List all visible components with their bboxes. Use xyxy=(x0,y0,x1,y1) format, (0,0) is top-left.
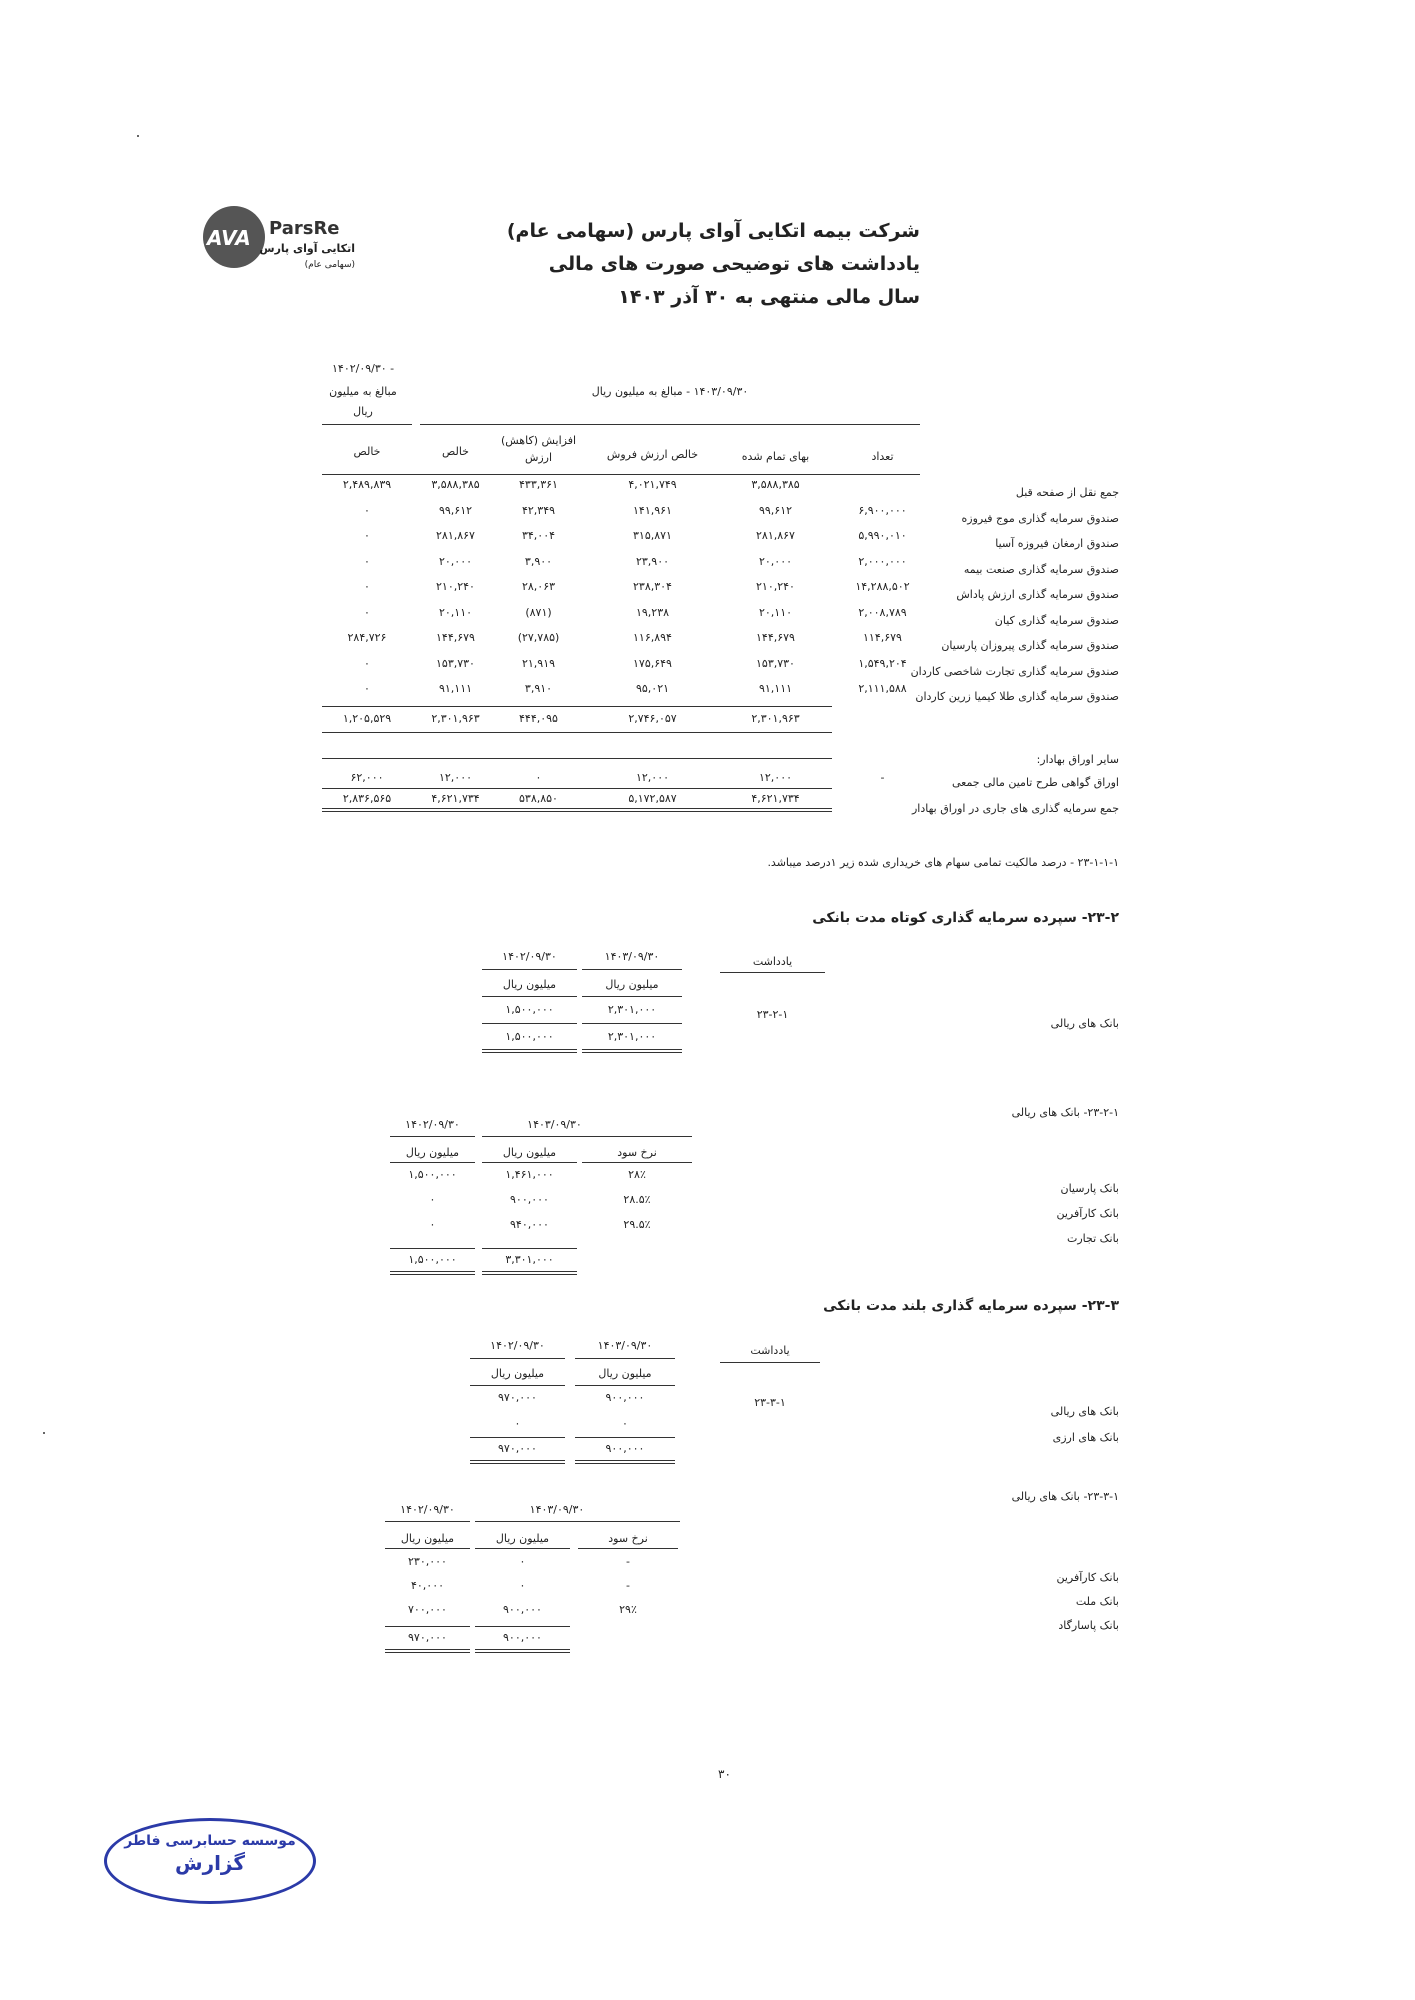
cell-count: ۱۱۴,۶۷۹ xyxy=(863,631,902,644)
sec3-1-title: ۲۳-۳-۱- بانک های ریالی xyxy=(1011,1490,1119,1503)
prev-cell: ۰ xyxy=(429,1193,436,1206)
col-net-sale: خالص ارزش فروش xyxy=(606,448,699,461)
report-subtitle: یادداشت های توضیحی صورت های مالی xyxy=(548,253,920,275)
total-net: ۴,۶۲۱,۷۳۴ xyxy=(431,792,480,805)
cur-cell: ۹۴۰,۰۰۰ xyxy=(510,1218,549,1231)
subtotal-prev-net: ۱,۲۰۵,۵۲۹ xyxy=(342,712,392,725)
cell-count: ۲,۰۰۰,۰۰۰ xyxy=(858,554,907,568)
cell-cost: ۱۵۳,۷۳۰ xyxy=(756,656,795,670)
sec3-h-note: یادداشت xyxy=(750,1344,790,1357)
cell-incdec: ۳,۹۱۰ xyxy=(524,682,553,695)
sec3-total-cur: ۹۰۰,۰۰۰ xyxy=(605,1442,645,1455)
scan-speck xyxy=(43,1432,45,1434)
sec3-total-prev: ۹۷۰,۰۰۰ xyxy=(498,1442,537,1455)
cell-prev-net: ۰ xyxy=(364,554,370,568)
cell-net-sale: ۹۵,۰۲۱ xyxy=(635,682,670,695)
col-prev-net: خالص xyxy=(353,445,381,458)
sec2-1-total-cur: ۳,۳۰۱,۰۰۰ xyxy=(505,1253,554,1266)
cell-cost: ۹۹,۶۱۲ xyxy=(758,503,793,517)
cur-cell: ۱,۴۶۱,۰۰۰ xyxy=(505,1168,554,1181)
sec2-row-cur: ۲,۳۰۱,۰۰۰ xyxy=(607,1003,657,1016)
sec2-1-total-prev: ۱,۵۰۰,۰۰۰ xyxy=(408,1253,457,1266)
sec2-unit-cur: میلیون ریال xyxy=(605,978,659,991)
cell-net: ۹۹,۶۱۲ xyxy=(438,503,473,517)
cur-cell: ۰ xyxy=(519,1555,526,1568)
sec3-unit-prev: میلیون ریال xyxy=(490,1367,545,1380)
rate-cell: ۲۸.۵٪ xyxy=(623,1193,651,1206)
cell-prev-net: ۰ xyxy=(364,682,370,695)
cell-net-sale: ۱۹,۲۳۸ xyxy=(635,605,670,619)
cell-net: ۹۱,۱۱۱ xyxy=(438,682,473,695)
row-label: صندوق سرمایه گذاری کیان xyxy=(994,613,1119,627)
cell-prev-net: ۲۸۴,۷۲۶ xyxy=(347,631,387,644)
logo-mark: AVA xyxy=(207,226,251,250)
sec2-total-prev: ۱,۵۰۰,۰۰۰ xyxy=(505,1030,554,1043)
cell-cost: ۳,۵۸۸,۳۸۵ xyxy=(751,478,800,491)
company-logo xyxy=(203,206,363,296)
bank-label: بانک پارسیان xyxy=(1060,1182,1119,1195)
cell-incdec: (۲۷,۷۸۵) xyxy=(517,631,560,644)
sec2-row-note: ۲۳-۲-۱ xyxy=(756,1008,789,1021)
sec3-1-total-prev: ۹۷۰,۰۰۰ xyxy=(408,1631,447,1644)
cell-incdec: ۴۲,۳۴۹ xyxy=(521,503,556,517)
cell-count: ۱۴,۲۸۸,۵۰۲ xyxy=(855,580,910,593)
crowdfunding-incdec: ۰ xyxy=(535,771,542,784)
row-label: صندوق ارمغان فیروزه آسیا xyxy=(995,537,1119,550)
prev-date-header: ۱۴۰۲/۰۹/۳۰ - xyxy=(332,362,395,375)
current-period-header: ۱۴۰۳/۰۹/۳۰ - مبالغ به میلیون ریال xyxy=(591,385,749,398)
row-label: صندوق سرمایه گذاری موج فیروزه xyxy=(961,511,1119,525)
cell-incdec: (۸۷۱) xyxy=(525,605,552,619)
cur-cell: ۰ xyxy=(519,1579,526,1592)
stamp-line2: گزارش xyxy=(174,1851,246,1875)
cell-incdec: ۳,۹۰۰ xyxy=(524,554,553,568)
subtotal-incdec: ۴۴۴,۰۹۵ xyxy=(519,712,558,725)
cell-net-sale: ۱۱۶,۸۹۴ xyxy=(633,631,672,644)
total-label: جمع سرمایه گذاری های جاری در اوراق بهادار xyxy=(911,802,1119,815)
cell-incdec: ۲۸,۰۶۳ xyxy=(521,580,556,593)
row-label: صندوق سرمایه گذاری صنعت بیمه xyxy=(963,562,1119,576)
cell-count: ۲,۱۱۱,۵۸۸ xyxy=(858,682,907,695)
sec2-unit-prev: میلیون ریال xyxy=(502,978,557,991)
cell-cost: ۹۱,۱۱۱ xyxy=(758,682,793,695)
sec3-h-prev: ۱۴۰۲/۰۹/۳۰ xyxy=(490,1339,545,1352)
cell-count: ۵,۹۹۰,۰۱۰ xyxy=(858,529,907,542)
sec3-unit-cur: میلیون ریال xyxy=(598,1367,652,1380)
bank-label: بانک کارآفرین xyxy=(1056,1207,1119,1220)
cur-cell: ۹۰۰,۰۰۰ xyxy=(605,1391,645,1404)
cell-count: ۱,۵۴۹,۲۰۴ xyxy=(858,656,907,670)
prev-unit-header-1: مبالغ به میلیون xyxy=(329,385,397,398)
logo-fa-sub: (سهامی عام) xyxy=(304,260,355,270)
cur-cell: ۰ xyxy=(622,1417,628,1430)
crowdfunding-label: اوراق گواهی طرح تامین مالی جمعی xyxy=(951,776,1119,789)
subtotal-cost: ۲,۳۰۱,۹۶۳ xyxy=(751,712,800,725)
row-label: صندوق سرمایه گذاری پیروزان پارسیان xyxy=(941,639,1119,652)
cur-cell: ۹۰۰,۰۰۰ xyxy=(503,1603,542,1616)
cell-prev-net: ۰ xyxy=(364,605,370,619)
col-incdec-2: ارزش xyxy=(524,451,553,464)
sec2-1-unit-prev: میلیون ریال xyxy=(405,1146,460,1159)
sec2-1-unit-cur: میلیون ریال xyxy=(502,1146,557,1159)
rate-cell: - xyxy=(626,1579,630,1592)
bank-group-label: بانک های ارزی xyxy=(1052,1431,1119,1444)
sec2-h-prev: ۱۴۰۲/۰۹/۳۰ xyxy=(502,950,557,963)
cell-net-sale: ۱۴۱,۹۶۱ xyxy=(633,503,672,517)
cell-cost: ۲۰,۰۰۰ xyxy=(758,554,793,568)
sec3-1-total-cur: ۹۰۰,۰۰۰ xyxy=(503,1631,542,1644)
prev-cell: ۷۰۰,۰۰۰ xyxy=(408,1603,447,1616)
rate-cell: ۲۹٪ xyxy=(619,1603,637,1616)
sec2-h-cur: ۱۴۰۳/۰۹/۳۰ xyxy=(604,950,660,963)
sec2-title: ۲۳-۲- سپرده سرمایه گذاری کوتاه مدت بانکی xyxy=(812,910,1119,926)
total-incdec: ۵۳۸,۸۵۰ xyxy=(519,792,558,805)
sec2-row-prev: ۱,۵۰۰,۰۰۰ xyxy=(505,1003,554,1016)
sec2-total-cur: ۲,۳۰۱,۰۰۰ xyxy=(607,1030,657,1043)
rate-cell: ۲۸٪ xyxy=(628,1168,646,1181)
cell-prev-net: ۰ xyxy=(364,580,370,593)
scan-speck xyxy=(137,135,139,137)
cell-prev-net: ۰ xyxy=(364,656,370,670)
cell-net: ۲۰,۰۰۰ xyxy=(438,554,473,568)
crowdfunding-count: - xyxy=(880,771,885,784)
row-label: جمع نقل از صفحه قبل xyxy=(1015,486,1119,499)
note-ownership: ۲۳-۱-۱-۱ - درصد مالکیت تمامی سهام های خریداری شده زیر ۱درصد میباشد. xyxy=(767,856,1119,869)
sec2-1-h-cur: ۱۴۰۳/۰۹/۳۰ xyxy=(527,1118,582,1131)
row-label: صندوق سرمایه گذاری طلا کیمیا زرین کاردان xyxy=(915,690,1119,703)
cell-incdec: ۴۳۳,۳۶۱ xyxy=(519,478,558,491)
cell-net: ۱۴۴,۶۷۹ xyxy=(436,631,475,644)
total-net-sale: ۵,۱۷۲,۵۸۷ xyxy=(628,792,677,805)
subtotal-net-sale: ۲,۷۴۶,۰۵۷ xyxy=(628,712,677,725)
prev-cell: ۰ xyxy=(429,1218,436,1231)
auditor-stamp xyxy=(104,1818,316,1904)
rate-cell: - xyxy=(626,1555,630,1568)
crowdfunding-net-sale: ۱۲,۰۰۰ xyxy=(635,771,670,784)
bank-group-label: بانک های ریالی xyxy=(1050,1405,1119,1418)
cell-cost: ۲۰,۱۱۰ xyxy=(758,605,793,619)
cell-prev-net: ۰ xyxy=(364,529,370,542)
prev-cell: ۰ xyxy=(514,1417,521,1430)
company-title: شرکت بیمه اتکایی آوای پارس (سهامی عام) xyxy=(506,220,920,242)
crowdfunding-net: ۱۲,۰۰۰ xyxy=(438,771,473,784)
cell-net: ۲۱۰,۲۴۰ xyxy=(436,580,475,593)
subtotal-net: ۲,۳۰۱,۹۶۳ xyxy=(431,712,480,725)
prev-cell: ۹۷۰,۰۰۰ xyxy=(498,1391,537,1404)
crowdfunding-prev-net: ۶۲,۰۰۰ xyxy=(350,771,384,784)
bank-label: بانک ملت xyxy=(1075,1595,1119,1608)
prev-cell: ۲۳۰,۰۰۰ xyxy=(408,1555,447,1568)
cell-net-sale: ۱۷۵,۶۴۹ xyxy=(633,656,672,670)
prev-unit-header-2: ریال xyxy=(353,405,373,418)
sec3-1-h-cur: ۱۴۰۳/۰۹/۳۰ xyxy=(529,1503,585,1516)
sec2-1-title: ۲۳-۲-۱- بانک های ریالی xyxy=(1011,1106,1119,1119)
sec2-1-h-rate: نرخ سود xyxy=(617,1146,657,1159)
fiscal-period: سال مالی منتهی به ۳۰ آذر ۱۴۰۳ xyxy=(618,286,920,308)
row-label: صندوق سرمایه گذاری تجارت شاخصی کاردان xyxy=(910,664,1119,678)
sec3-title: ۲۳-۳- سپرده سرمایه گذاری بلند مدت بانکی xyxy=(823,1298,1119,1314)
cell-count: ۶,۹۰۰,۰۰۰ xyxy=(858,503,907,517)
cur-cell: ۹۰۰,۰۰۰ xyxy=(510,1193,549,1206)
cell-net-sale: ۲۳۸,۳۰۴ xyxy=(633,580,672,593)
crowdfunding-cost: ۱۲,۰۰۰ xyxy=(758,771,793,784)
bank-label: بانک کارآفرین xyxy=(1056,1571,1119,1584)
cell-net-sale: ۲۳,۹۰۰ xyxy=(635,554,670,568)
col-net: خالص xyxy=(442,445,469,458)
note-cell: ۲۳-۳-۱ xyxy=(754,1396,786,1409)
cell-cost: ۲۱۰,۲۴۰ xyxy=(756,580,795,593)
other-securities-label: سایر اوراق بهادار: xyxy=(1036,753,1119,766)
bank-label: بانک تجارت xyxy=(1067,1232,1119,1245)
logo-brand: ParsRe xyxy=(269,218,340,239)
cell-net: ۲۰,۱۱۰ xyxy=(438,605,473,619)
cell-incdec: ۲۱,۹۱۹ xyxy=(521,656,556,670)
total-cost: ۴,۶۲۱,۷۳۴ xyxy=(751,792,800,805)
sec2-1-h-prev: ۱۴۰۲/۰۹/۳۰ xyxy=(405,1118,460,1131)
total-prev-net: ۲,۸۳۶,۵۶۵ xyxy=(342,792,392,805)
sec2-row-label: بانک های ریالی xyxy=(1050,1017,1119,1030)
prev-cell: ۴۰,۰۰۰ xyxy=(410,1579,445,1592)
cell-prev-net: ۰ xyxy=(364,503,370,517)
sec3-h-cur: ۱۴۰۳/۰۹/۳۰ xyxy=(597,1339,653,1352)
sec3-1-h-prev: ۱۴۰۲/۰۹/۳۰ xyxy=(400,1503,455,1516)
cell-count: ۲,۰۰۸,۷۸۹ xyxy=(858,605,907,619)
cell-net-sale: ۳۱۵,۸۷۱ xyxy=(633,529,672,542)
col-cost: بهای تمام شده xyxy=(741,450,810,463)
prev-cell: ۱,۵۰۰,۰۰۰ xyxy=(408,1168,457,1181)
col-count: تعداد xyxy=(871,450,894,463)
sec3-1-h-rate: نرخ سود xyxy=(608,1532,648,1545)
row-label: صندوق سرمایه گذاری ارزش پاداش xyxy=(956,588,1119,601)
cell-prev-net: ۲,۴۸۹,۸۳۹ xyxy=(342,478,392,491)
cell-net-sale: ۴,۰۲۱,۷۴۹ xyxy=(628,478,677,491)
cell-net: ۲۸۱,۸۶۷ xyxy=(436,529,475,542)
cell-net: ۱۵۳,۷۳۰ xyxy=(436,656,475,670)
sec3-1-unit-prev: میلیون ریال xyxy=(400,1532,455,1545)
rate-cell: ۲۹.۵٪ xyxy=(623,1218,651,1231)
cell-incdec: ۳۴,۰۰۴ xyxy=(521,529,556,542)
logo-fa-name: اتکایی آوای پارس xyxy=(259,242,355,255)
cell-cost: ۲۸۱,۸۶۷ xyxy=(756,529,795,542)
bank-label: بانک پاسارگاد xyxy=(1058,1619,1119,1632)
cell-net: ۳,۵۸۸,۳۸۵ xyxy=(431,478,480,491)
page-number: ۳۰ xyxy=(718,1767,731,1781)
sec2-h-note: یادداشت xyxy=(752,955,793,968)
sec3-1-unit-cur: میلیون ریال xyxy=(495,1532,550,1545)
col-incdec-1: افزایش (کاهش) xyxy=(500,434,577,447)
stamp-line1: موسسه حسابرسی فاطر xyxy=(124,1833,296,1849)
cell-cost: ۱۴۴,۶۷۹ xyxy=(756,631,795,644)
